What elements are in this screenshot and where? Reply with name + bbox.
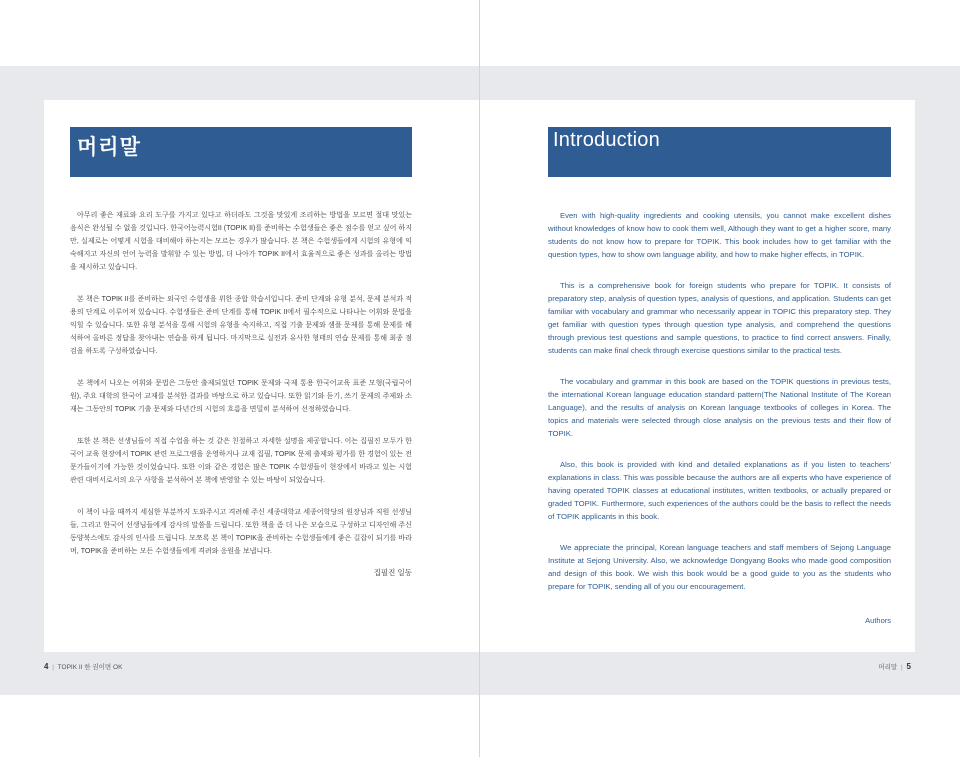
- spread-gutter: [479, 0, 480, 757]
- korean-preface-body: [70, 209, 412, 577]
- left-footer-separator: |: [52, 664, 54, 671]
- right-page-number: 5: [906, 662, 911, 671]
- english-introduction-body: [548, 209, 891, 611]
- right-footer-separator: |: [901, 664, 903, 671]
- korean-paragraph-3: 본 책에서 나오는 어휘와 문법은 그동안 출제되었던 TOPIK 문제와 국제 통용 한국어교육 표준 모형(국립국어원), 주요 대학의 한국어 교재를 분석한 결과를 바탕으로 하고 있습니다. 또한 읽기와 듣기, 쓰기 문제의 주제와 소재는 그동안의 TOPIK 기출 문제와 다년간의 시험의 흐름을 면밀히 분석하여 선정하였습니다.: [70, 380, 412, 413]
- korean-signature: 집필진 일동: [373, 568, 412, 577]
- english-signature: Authors: [865, 616, 891, 625]
- english-paragraph-3: The vocabulary and grammar in this book are based on the TOPIK questions in previous tests, the international Korean language education standard pattern(The National Institute of The Korean Language), and the results of analysis on Korean language textbooks of colleges in Korea. The topics and materials were selected through close analysis on the previous tests and their flow of TOPIK.: [548, 377, 891, 438]
- left-page: [44, 100, 479, 652]
- page-title-korean: 머리말: [70, 127, 412, 177]
- english-paragraph-5: We appreciate the principal, Korean language teachers and staff members of Sejong Language Institute at Sejong University. Also, we acknowledge Dongyang Books who made good composition and design of this book. We wish this book would be a good guide to you as the students who prepare for TOPIK, sending all of you our encouragement.: [548, 543, 891, 591]
- korean-paragraph-1: 아무리 좋은 재료와 요리 도구를 가지고 있다고 하더라도 그것을 맛있게 조리하는 방법을 모르면 절대 맛있는 음식은 완성될 수 없을 것입니다. 한국어능력시험II (TOPIK II)를 준비하는 수험생들은 좋은 점수를 얻고 싶어 하지만, 실제로는 어떻게 시험을 대비해야 하는지는 모르는 경우가 많습니다. 본 책은 수험생들에게 시험의 유형에 익숙해지고 자신의 언어 능력을 발휘할 수 있는 방법, 더 나아가 TOPIK II에서 효율적으로 좋은 성과를 올리는 방법을 제시하고 있습니다.: [70, 212, 413, 271]
- english-paragraph-2: This is a comprehensive book for foreign students who prepare for TOPIK. It consists of preparatory step, analysis of question types, analysis of questions, and application. Students can get familiar with vocabulary and grammar who necessarily appear in TOPIC this preparatory step. They get familiar with question types through question type analysis, and comprehend the questions through previous test questions and sample questions, to practice to find correct answers. Finally, students can make final check through exercise questions similar to the practical tests.: [548, 281, 891, 355]
- bottom-margin: [0, 695, 960, 757]
- left-running-title: TOPIK II 한 권이면 OK: [57, 664, 123, 671]
- page-title-english: Introduction: [548, 127, 891, 177]
- right-footer: [878, 662, 911, 671]
- korean-paragraph-4: 또한 본 책은 선생님들이 직접 수업을 하는 것 같은 친절하고 자세한 설명을 제공합니다. 이는 집필진 모두가 한국어 교육 현장에서 TOPIK 관련 프로그램을 운영하거나 교재 집필, TOPIK 문제 출제와 평가를 한 경험이 있는 전문가들이기에 가능한 것이었습니다. 또한 이와 같은 경험은 많은 TOPIK 수험생들이 현장에서 바라고 있는 시험 관련 대비서로서의 요구 사항을 분석하여 본 책에 반영할 수 있는 바탕이 되었습니다.: [70, 438, 412, 484]
- right-running-title: 머리말: [878, 664, 898, 671]
- korean-paragraph-5: 이 책이 나올 때까지 세심한 부분까지 도와주시고 격려해 주신 세종대학교 세종어학당의 원장님과 직원 선생님들, 그리고 한국어 선생님들에게 감사의 말씀을 드립니다. 또한 책을 좀 더 나은 모습으로 구성하고 디자인해 주신 동양북스에도 감사의 인사를 드립니다. 모쪼록 본 책이 TOPIK을 준비하는 수험생들에게 좋은 길잡이 되기를 바라며, TOPIK을 준비하는 모든 수험생들에게 격려와 응원을 보냅니다.: [70, 509, 412, 555]
- top-margin: [0, 0, 960, 66]
- left-footer: [44, 662, 122, 671]
- english-paragraph-1: Even with high-quality ingredients and cooking utensils, you cannot make excellent dishes without knowledges of know how to cook them well, Although they want to get a higher score, many students do not know how to prepare for TOPIK. This book includes how to get familiar with the question types, how to show own language ability, and how to make higher effects, in TOPIK.: [548, 211, 891, 259]
- left-page-number: 4: [44, 662, 49, 671]
- english-paragraph-4: Also, this book is provided with kind and detailed explanations as if you listen to teachers' explanations in class. This was possible because the authors are all experts who have experience of having operated TOPIK classes at educational institutes, written textbooks, or actually prepared or graded TOPIK. Furthermore, such experiences of the authors could be the basis to reflect the needs of TOPIK applicants in this book.: [548, 460, 891, 521]
- right-page: [480, 100, 915, 652]
- korean-paragraph-2: 본 책은 TOPIK II를 준비하는 외국인 수험생을 위한 종합 학습서입니다. 준비 단계와 유형 분석, 문제 분석과 적용의 단계로 이루어져 있습니다. 수험생들은 준비 단계를 통해 TOPIK II에서 필수적으로 나타나는 어휘와 문법을 익힐 수 있습니다. 또한 유형 분석을 통해 시험의 유형을 숙지하고, 직접 기출 문제와 샘플 문제를 통해 문제를 해석하여 올바른 정답을 찾아내는 연습을 하게 됩니다. 마지막으로 실전과 유사한 형태의 연습 문제를 통해 최종 점검을 하도록 구성하였습니다.: [70, 296, 412, 355]
